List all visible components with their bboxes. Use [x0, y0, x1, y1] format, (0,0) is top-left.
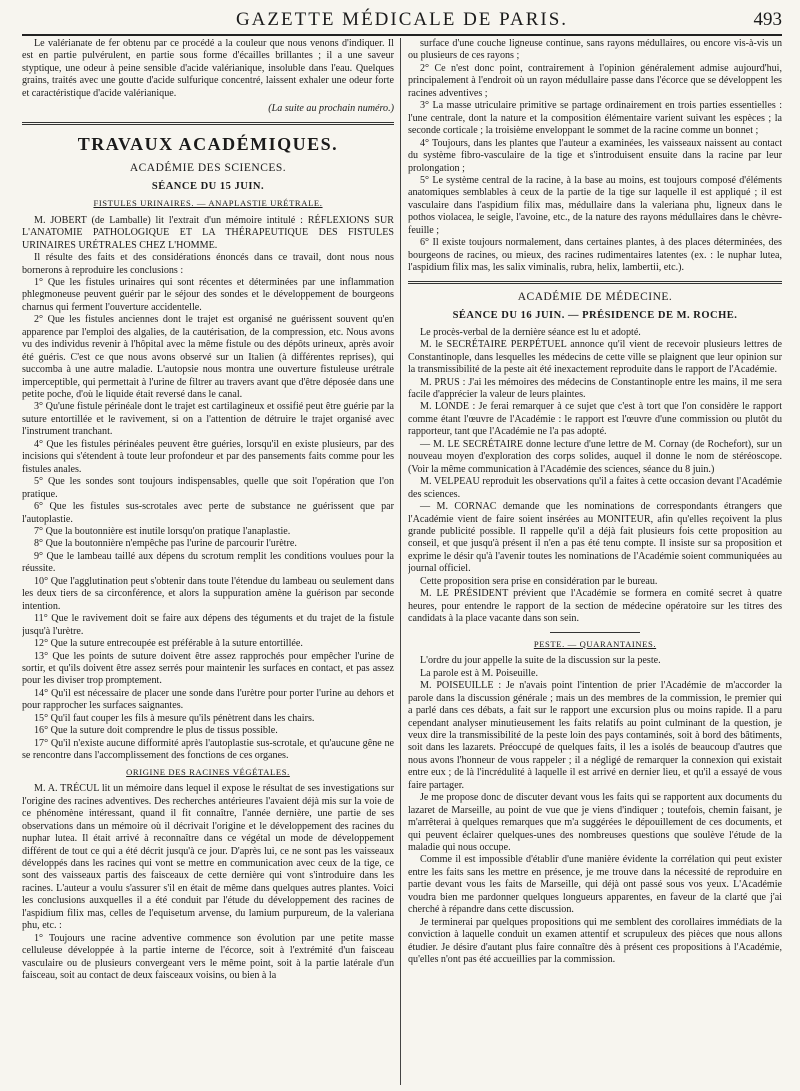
paragraph: 10° Que l'agglutination peut s'obtenir dans toute l'étendue du lambeau ou seulement dans les deux tiers de sa circonférence, et alors la suppuration amène la guérison par seconde intention. — [22, 575, 394, 612]
paragraph: 14° Qu'il est nécessaire de placer une sonde dans l'urètre pour porter l'urine au dehors et pour rapprocher les surfaces saignantes. — [22, 687, 394, 712]
paragraph: 1° Toujours une racine adventive commence son évolution par une petite masse celluleuse développée à la partie interne de l'écorce, soit à l'extrémité d'un faisceau vasculaire ou de plusieurs convergeant vers le même point, soit à la partie latérale d'un faisceau, soit au contact de deux faisceaux voisins, ou bien à la — [22, 932, 394, 982]
session-heading: SÉANCE DU 15 JUIN. — [151, 181, 265, 193]
paragraph: 8° Que la boutonnière n'empêche pas l'urine de parcourir l'urètre. — [34, 538, 297, 550]
left-column — [22, 38, 394, 1085]
paragraph: 16° Que la suture doit comprendre le plus de tissus possible. — [34, 725, 278, 737]
paragraph: 3° La masse utriculaire primitive se partage ordinairement en trois parties essentielles : l'une centrale, dont la nature et la composition élémentaire varient suivant les espèces ; la seconde corticale ; la troisième enveloppant le sommet de la racine comme un bonnet ; — [408, 100, 782, 137]
paragraph: M. VELPEAU reproduit les observations qu'il a faites à cette occasion devant l'Académie des sciences. — [408, 476, 782, 500]
paragraph: 5° Le système central de la racine, à la base au moins, est toujours composé d'éléments anatomiques semblables à ceux de la partie de la tige sur laquelle il est appliqué ; il est vasculaire dans l'aspidium filix mas, médullaire dans la valeriana phu, ligneux dans le pothos violacea, le seigle, l'avoine, etc., de la nature des rayons médullaires dans le chèvre-feuille ; — [408, 174, 782, 236]
paragraph: 6° Que les fistules sus-scrotales avec perte de substance ne guérissent que par l'autoplastie. — [22, 501, 394, 525]
paragraph: Je terminerai par quelques propositions qui me semblent des corollaires immédiats de la conviction à laquelle conduit un examen attentif et scrupuleux des pièces que nous allons étudier. Je désire d'autant plus faire connaître dès à présent ces propositions à l'Académie, qu'elles n'ont pas été accueillies par la commission. — [408, 916, 782, 966]
paragraph: 1° Que les fistules urinaires qui sont récentes et déterminées par une inflammation phlegmoneuse peuvent guérir par le séjour des sondes et le développement de bourgeons charnus qui ferment l'ouverture accidentelle. — [22, 276, 394, 313]
paragraph: 13° Que les points de suture doivent être assez rapprochés pour empêcher l'urine de sortir, et qu'ils doivent être assez serrés pour maintenir les surfaces en contact, et pas assez pour les diviser trop promptement. — [22, 650, 394, 687]
paragraph: L'ordre du jour appelle la suite de la discussion sur la peste. — [420, 655, 661, 667]
session-heading: SÉANCE DU 16 JUIN. — PRÉSIDENCE DE M. ROCHE. — [452, 309, 738, 321]
paragraph: 9° Que le lambeau taillé aux dépens du scrotum remplit les conditions voulues pour la réussite. — [22, 550, 394, 575]
paragraph: M. le SECRÉTAIRE PERPÉTUEL annonce qu'il vient de recevoir plusieurs lettres de Constantinople, dans lesquelles les médecins de cette ville se plaignent que leur opinion sur la transmissibilité de la peste ait été inexactement reproduite dans le rapport de l'Académie. — [408, 339, 782, 376]
right-paragraphs-2 — [408, 327, 782, 626]
paragraph: La parole est à M. Poiseuille. — [420, 667, 539, 679]
page-header — [22, 6, 782, 36]
right-paragraphs — [408, 38, 782, 275]
paragraph: M. LONDE : Je ferai remarquer à ce sujet que c'est à tort que l'on considère le rapport comme étant l'œuvre de l'Académie : le rapport est l'œuvre d'une commission ou plutôt du rapporteur, tant que l'Académie ne l'a pas adopté. — [408, 401, 782, 438]
paragraph: 12° Que la suture entrecoupée est préférable à la suture entortillée. — [34, 638, 303, 650]
paragraph: M. A. TRÉCUL lit un mémoire dans lequel il expose le résultat de ses investigations sur l'origine des racines adventives. Des recherches antérieures l'avaient déjà mis sur la voie de ce phénomène intéressant, quand il fit connaître, l'année dernière, une partie de ses observations dans un mémoire où il décrivait l'origine et le développement des racines du nuphar lutea. Il était arrivé à reconnaître dans ce végétal un mode de développement différent de tout ce qui a été décrit jusqu'à ce jour. D'après lui, ce ne sont pas les vaisseaux développés dans les racines qui vont se mettre en communication avec ceux de la tige, ce sont des vaisseaux partis des faisceaux de cette dernière qui vont s'introduire dans les racines. L'auteur a voulu s'assurer s'il en était de même dans quelques autres plantes. Voici les conclusions auxquelles il a été conduit par l'étude du développement des racines de l'aspidium filix mas, celles de l'equisetum arvense, du lamium purpureum, de la valeriana phu, etc. : — [22, 783, 394, 932]
page-number: 493 — [753, 9, 782, 30]
journal-title: GAZETTE MÉDICALE DE PARIS. — [235, 9, 569, 30]
columns — [22, 38, 782, 1085]
short-divider — [550, 632, 640, 633]
paragraph: 15° Qu'il faut couper les fils à mesure qu'ils pénètrent dans les chairs. — [34, 712, 315, 724]
paragraph: Comme il est impossible d'établir d'une manière évidente la corrélation qui peut exister entre les faits sans les mettre en présence, je me trouve dans la nécessité de reproduire en partie devant vous les faits de Marseille, qui déjà ont passé sous vos yeux. L'Académie voudra bien me pardonner quelques longueurs apparentes, en faveur de la clarté que j'ai cherché à répandre dans cette discussion. — [408, 854, 782, 916]
subsection-heading: PESTE. — QUARANTAINES. — [533, 638, 657, 649]
paragraph: M. JOBERT (de Lamballe) lit l'extrait d'un mémoire intitulé : RÉFLEXIONS SUR L'ANATOMIE PATHOLOGIQUE ET LA THÉRAPEUTIQUE DES FISTULES URINAIRES URÉTRALES CHEZ L'HOMME. — [22, 214, 394, 251]
paragraph: 5° Que les sondes sont toujours indispensables, quelle que soit l'opération que l'on pratique. — [22, 476, 394, 500]
paragraph: 6° Il existe toujours normalement, dans certaines plantes, à des places déterminées, des bourgeons de racines, ou mieux, des racines rudimentaires latentes (ex. : le nuphar lutea, l'aspidium filix mas, les salix viminalis, rubra, helix, lambertii, etc.). — [408, 237, 782, 274]
paragraph: surface d'une couche ligneuse continue, sans rayons médullaires, ou encore vis-à-vis un ou plusieurs de ces rayons ; — [408, 38, 782, 62]
right-column — [408, 38, 782, 1085]
continued-note: (La suite au prochain numéro.) — [268, 103, 394, 115]
paragraph: — M. LE SECRÉTAIRE donne lecture d'une lettre de M. Cornay (de Rochefort), sur un nouveau moyen d'exploration des corps solides, auquel il donne le nom de stéréoscope. (Voir la même communication à l'Académie des sciences, séance du 8 juin.) — [408, 438, 782, 475]
paragraph: 2° Ce n'est donc point, contrairement à l'opinion généralement admise aujourd'hui, principalement à l'endroit où un rayon médullaire passe dans l'écorce que se développent les racines adventives ; — [408, 62, 782, 99]
intro-paragraph: Le valérianate de fer obtenu par ce procédé a la couleur que nous venons d'indiquer. Il est en partie pulvérulent, en partie sous forme d'écailles brillantes ; il a une saveur styptique, une odeur à peine sensible d'acide valérianique, insoluble dans l'eau. Quelques grains, traités avec une goutte d'acide sulfurique concentré, laissent exhaler une odeur forte et caractéristique d'acide valérianique. — [22, 38, 394, 99]
paragraph: M. POISEUILLE : Je n'avais point l'intention de prier l'Académie de m'accorder la parole dans la discussion générale ; mais un des membres de la commission, le premier qui a parlé dans ces débats, a fait sur le rapport une excursion plus ou moins rapide. Il a paru cependant analyser minutieusement les faits relatifs au point culminant de la question, je veux dire la transmissibilité de la peste loin des pays contaminés, soit à bord des bâtiments, soit dans les lazarets. Préoccupé de quelques faits, il les a isolés de beaucoup d'autres que nous avons l'honneur de vous rappeler ; il a négligé de remarquer la connexion qui existait entre eux ; de là l'incrédulité à laquelle il est arrivé en dernier lieu, et qu'il a essayé de vous faire partager. — [408, 680, 782, 791]
paragraph: Le procès-verbal de la dernière séance est lu et adopté. — [420, 326, 641, 338]
paragraph: M. PRUS : J'ai les mémoires des médecins de Constantinople entre les mains, il me sera facile d'apprécier la valeur de leurs plaintes. — [408, 376, 782, 401]
paragraph: — M. CORNAC demande que les nominations de correspondants étrangers que l'Académie vient de faire soient insérées au MONITEUR, afin qu'elles reçoivent la plus grande publicité possible. Il rappelle qu'il a déjà fait plusieurs fois cette proposition au conseil, et que jusqu'à présent il n'en a pas été tenu compte. Il insiste sur sa proposition et exprime le désir qu'à l'avenir toutes les nominations de l'Académie soient communiquées au journal officiel. — [408, 501, 782, 575]
paragraph: 4° Que les fistules périnéales peuvent être guéries, lorsqu'il en existe plusieurs, par des incisions qui s'étendent à toute leur profondeur et par des pansements faits comme pour les fistules anales. — [22, 438, 394, 475]
academy-heading: ACADÉMIE DES SCIENCES. — [129, 161, 287, 174]
subsection-heading: ORIGINE DES RACINES VÉGÉTALES. — [126, 766, 290, 777]
paragraph: M. LE PRÉSIDENT prévient que l'Académie se formera en comité secret à quatre heures, pour entendre le rapport de la section de médecine opératoire sur les titres des candidats à la place vacante dans son sein. — [408, 588, 782, 625]
paragraph: 7° Que la boutonnière est inutile lorsqu'on pratique l'anaplastie. — [34, 526, 291, 538]
subsection-heading: FISTULES URINAIRES. — ANAPLASTIE URÉTRALE. — [93, 198, 323, 209]
paragraph: 3° Qu'une fistule périnéale dont le trajet est cartilagineux et ossifié peut être guérie par la suture entortillée et le ravivement, si on a l'attention de détruire le trajet organisé avec l'instrument tranchant. — [22, 401, 394, 438]
column-rule — [400, 38, 401, 1085]
left-paragraphs — [22, 215, 394, 763]
right-paragraphs-3 — [408, 655, 782, 966]
paragraph: 2° Que les fistules anciennes dont le trajet est organisé ne guérissent souvent qu'en apparence par l'emploi des algalies, de la cautérisation, de la compression, etc. Nous avons vu des individus revenir à l'hôpital avec la même fistule ou des dépôts urineux, après avoir été guéris. C'est ce que nous avons observé sur un Italien (à différentes reprises), qui succomba à une autre maladie. L'autopsie nous montra une ouverture fistuleuse urétrale imperceptible, qui permettait à l'urine de filtrer au travers avant que d'être déposée dans une petite poche, d'où le liquide était reversé dans le canal. — [22, 314, 394, 401]
paragraph: Cette proposition sera prise en considération par le bureau. — [420, 575, 658, 587]
paragraph: 11° Que le ravivement doit se faire aux dépens des téguments et du trajet de la fistule jusqu'à l'urètre. — [22, 613, 394, 637]
paragraph: Je me propose donc de discuter devant vous les faits qui se rapportent aux documents du lazaret de Marseille, au point de vue que je viens d'indiquer ; toutefois, chemin faisant, je m'arrêterai à quelques remarques que m'a suggérées le dépouillement de ces documents, et qui peuvent éclairer quelques-unes des nombreuses questions que soulève l'étude de la maladie qui nous occupe. — [408, 792, 782, 854]
section-divider — [22, 122, 394, 125]
paragraph: 4° Toujours, dans les plantes que l'auteur a examinées, les vaisseaux naissent au contact du système fibro-vasculaire de la tige et s'introduisent ensuite dans la racine par leur prolongation ; — [408, 137, 782, 174]
paragraph: Il résulte des faits et des considérations énoncés dans ce travail, dont nous nous bornerons à reproduire les conclusions : — [22, 252, 394, 276]
section-divider — [408, 281, 782, 284]
academy-heading: ACADÉMIE DE MÉDECINE. — [517, 290, 673, 303]
left-paragraphs-2 — [22, 783, 394, 982]
section-title: TRAVAUX ACADÉMIQUES. — [77, 133, 339, 154]
paragraph: 17° Qu'il n'existe aucune difformité après l'autoplastie sus-scrotale, et qu'aucune gêne ne se rencontre dans l'accomplissement des fonctions de ces organes. — [22, 737, 394, 762]
